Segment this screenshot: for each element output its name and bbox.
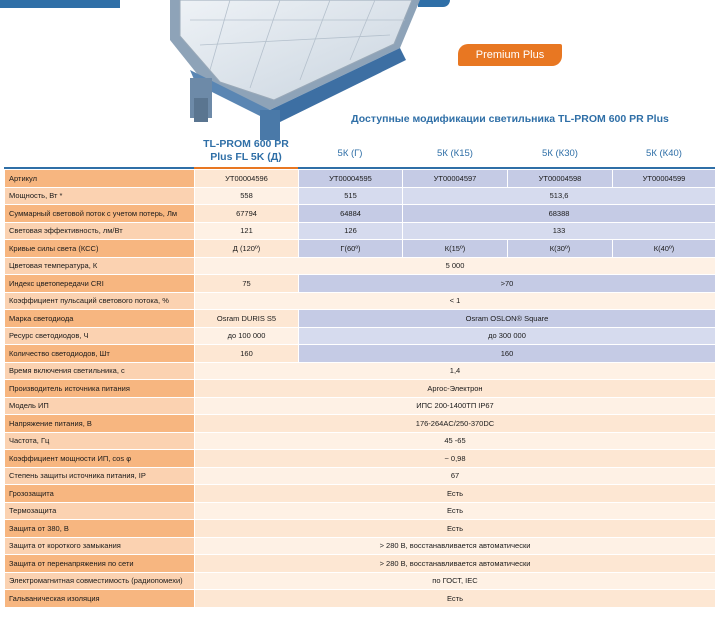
table-row [5, 397, 716, 415]
table-row [5, 345, 716, 363]
luminaire-image [150, 0, 440, 150]
row-label: Защита от короткого замыкания [5, 537, 195, 555]
row-label: Кривые силы света (КСС) [5, 240, 195, 258]
table-row [5, 590, 716, 608]
row-label: Производитель источника питания [5, 380, 195, 398]
table-cell: < 1 [195, 292, 716, 310]
table-row [5, 327, 716, 345]
table-cell: > 280 В, восстанавливается автоматически [195, 537, 716, 555]
row-label: Количество светодиодов, Шт [5, 345, 195, 363]
row-label: Защита от перенапряжения по сети [5, 555, 195, 573]
table-cell: до 300 000 [299, 327, 716, 345]
table-row [5, 240, 716, 258]
row-label: Коэффициент пульсаций светового потока, % [5, 292, 195, 310]
table-row [5, 257, 716, 275]
table-cell: >70 [299, 275, 716, 293]
table-cell: 64884 [299, 205, 403, 223]
table-cell: УТ00004597 [403, 170, 508, 188]
table-cell: Osram DURIS S5 [195, 310, 299, 328]
row-label: Ресурс светодиодов, Ч [5, 327, 195, 345]
table-cell: 45 -65 [195, 432, 716, 450]
table-cell: К(40º) [613, 240, 716, 258]
row-label: Коэффициент мощности ИП, cos φ [5, 450, 195, 468]
top-band-left [0, 0, 120, 8]
table-row [5, 450, 716, 468]
row-label: Артикул [5, 170, 195, 188]
row-label: Электромагнитная совместимость (радиопомехи) [5, 572, 195, 590]
table-row [5, 187, 716, 205]
row-label: Грозозащита [5, 485, 195, 503]
table-row [5, 170, 716, 188]
table-cell: 67794 [195, 205, 299, 223]
table-row [5, 222, 716, 240]
table-cell: Есть [195, 485, 716, 503]
table-cell: 75 [195, 275, 299, 293]
row-label: Световая эффективность, лм/Вт [5, 222, 195, 240]
table-cell: УТ00004595 [299, 170, 403, 188]
row-label: Модель ИП [5, 397, 195, 415]
modification-header-2: 5К (К15) [437, 148, 473, 159]
table-cell: до 100 000 [195, 327, 299, 345]
modification-header-3: 5К (К30) [542, 148, 578, 159]
table-row [5, 485, 716, 503]
table-row [5, 310, 716, 328]
row-label: Время включения светильника, с [5, 362, 195, 380]
table-cell: Есть [195, 520, 716, 538]
table-cell: Osram OSLON® Square [299, 310, 716, 328]
row-label: Степень защиты источника питания, IP [5, 467, 195, 485]
table-cell: 68388 [403, 205, 716, 223]
table-cell: 121 [195, 222, 299, 240]
row-label: Защита от 380, В [5, 520, 195, 538]
table-cell: 513,6 [403, 187, 716, 205]
spec-table [4, 169, 716, 608]
table-cell: Аргос-Электрон [195, 380, 716, 398]
table-row [5, 362, 716, 380]
table-cell: 160 [299, 345, 716, 363]
table-cell: ИПС 200-1400ТП IP67 [195, 397, 716, 415]
table-cell: 558 [195, 187, 299, 205]
table-row [5, 520, 716, 538]
modifications-title: Доступные модификации светильника TL-PROM 600 PR Plus [351, 113, 669, 125]
row-label: Гальваническая изоляция [5, 590, 195, 608]
table-cell: Г(60º) [299, 240, 403, 258]
modification-header-1: 5К (Г) [337, 148, 363, 159]
table-row [5, 415, 716, 433]
table-row [5, 205, 716, 223]
table-cell: 160 [195, 345, 299, 363]
row-label: Индекс цветопередачи CRI [5, 275, 195, 293]
table-cell: 515 [299, 187, 403, 205]
table-row [5, 572, 716, 590]
table-cell: 67 [195, 467, 716, 485]
row-label: Марка светодиода [5, 310, 195, 328]
row-label: Цветовая температура, К [5, 257, 195, 275]
table-row [5, 432, 716, 450]
table-row [5, 502, 716, 520]
spec-table-body [5, 170, 716, 608]
table-cell: 126 [299, 222, 403, 240]
table-row [5, 275, 716, 293]
table-cell: > 280 В, восстанавливается автоматически [195, 555, 716, 573]
model-title: TL-PROM 600 PR Plus FL 5K (Д) [203, 138, 289, 163]
table-cell: К(15º) [403, 240, 508, 258]
table-row [5, 537, 716, 555]
table-cell: Есть [195, 502, 716, 520]
row-label: Суммарный световой поток с учетом потерь, Лм [5, 205, 195, 223]
table-row [5, 292, 716, 310]
premium-plus-badge: Premium Plus [458, 44, 562, 66]
table-cell: 1,4 [195, 362, 716, 380]
modification-header-4: 5К (К40) [646, 148, 682, 159]
table-row [5, 467, 716, 485]
product-header [0, 0, 716, 168]
table-cell: УТ00004598 [508, 170, 613, 188]
table-row [5, 380, 716, 398]
table-cell: К(30º) [508, 240, 613, 258]
row-label: Мощность, Вт * [5, 187, 195, 205]
table-cell: УТ00004599 [613, 170, 716, 188]
table-cell: по ГОСТ, IEC [195, 572, 716, 590]
table-row [5, 555, 716, 573]
table-cell: УТ00004596 [195, 170, 299, 188]
table-cell: Д (120º) [195, 240, 299, 258]
row-label: Напряжение питания, В [5, 415, 195, 433]
table-cell: 176-264AC/250-370DC [195, 415, 716, 433]
table-cell: Есть [195, 590, 716, 608]
table-cell: 5 000 [195, 257, 716, 275]
row-label: Частота, Гц [5, 432, 195, 450]
table-cell: ~ 0,98 [195, 450, 716, 468]
row-label: Термозащита [5, 502, 195, 520]
table-cell: 133 [403, 222, 716, 240]
